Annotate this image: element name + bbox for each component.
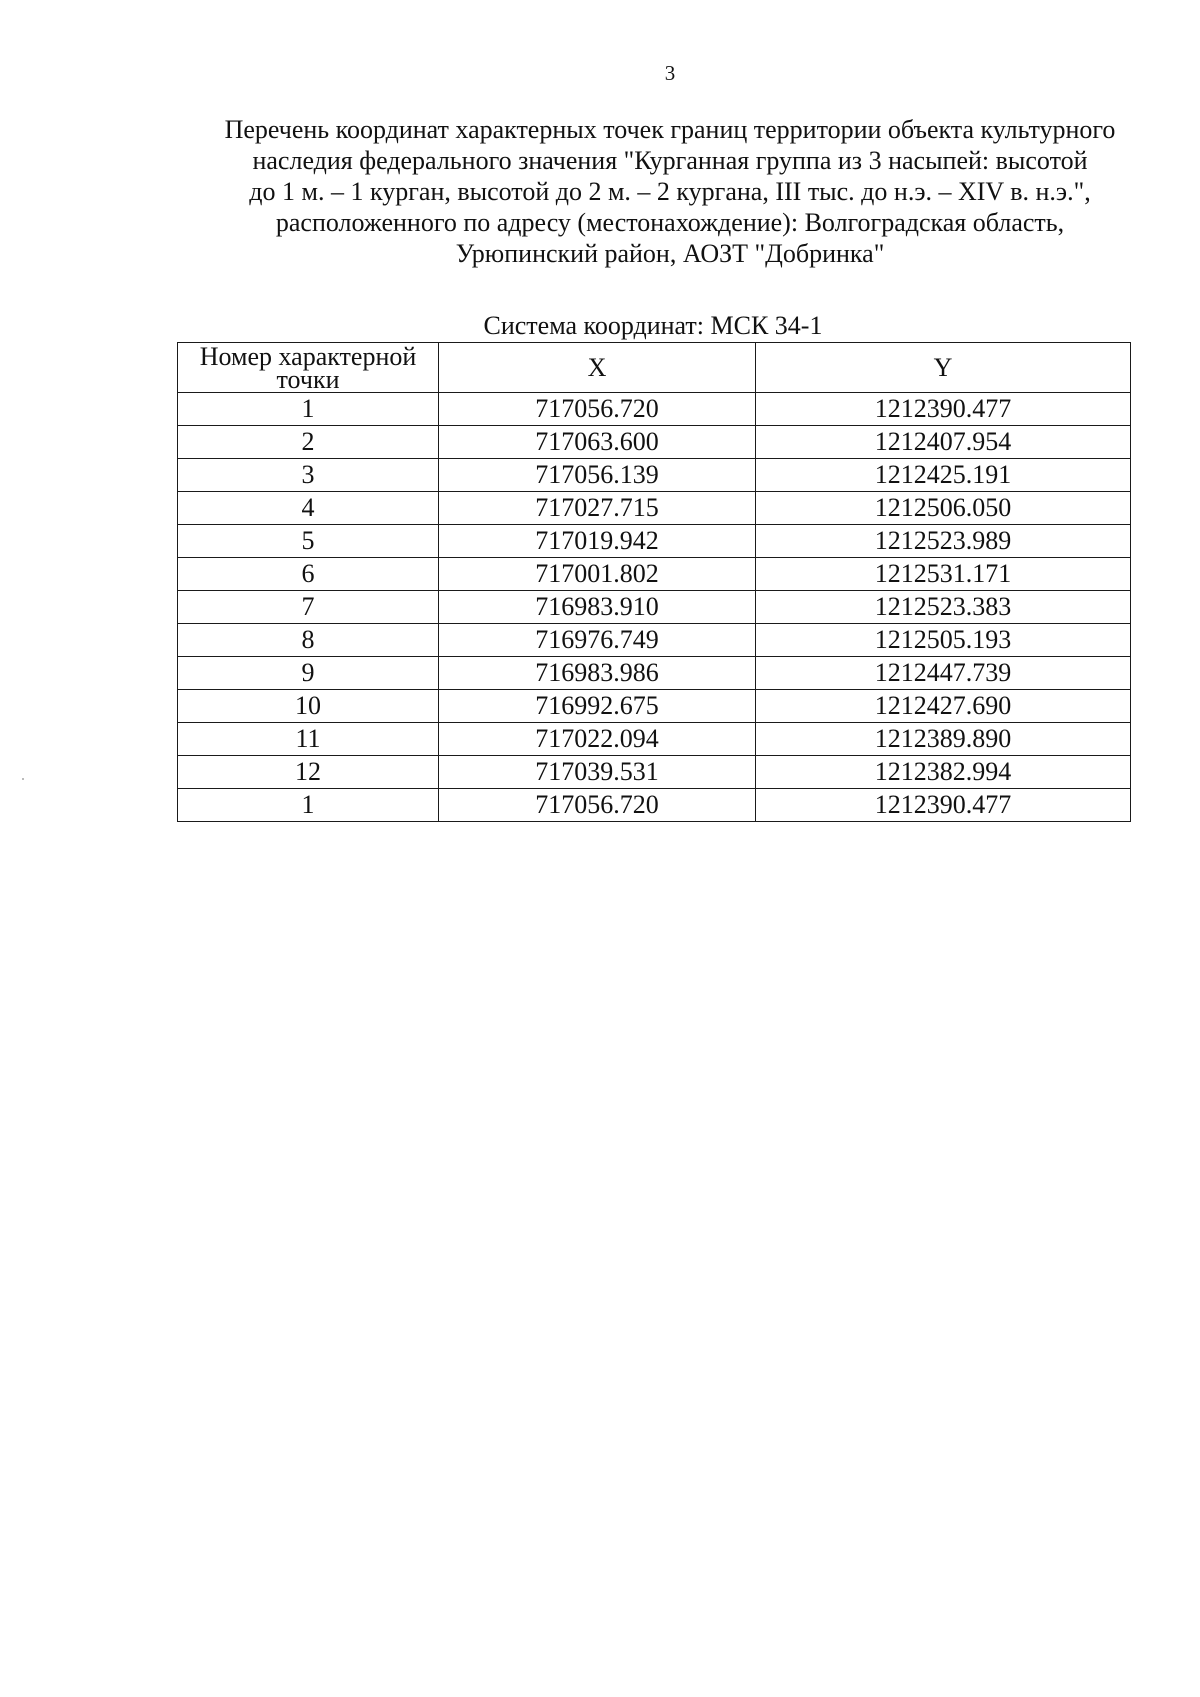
title-line: Перечень координат характерных точек границ территории объекта культурного bbox=[224, 115, 1116, 144]
y-coordinate-cell: 1212505.193 bbox=[756, 624, 1131, 657]
y-coordinate-cell: 1212382.994 bbox=[756, 756, 1131, 789]
y-coordinate-cell: 1212506.050 bbox=[756, 492, 1131, 525]
table-row bbox=[178, 657, 1131, 690]
x-coordinate-cell: 717001.802 bbox=[439, 558, 756, 591]
x-coordinate-cell: 717056.720 bbox=[439, 393, 756, 426]
x-coordinate-cell: 716992.675 bbox=[439, 690, 756, 723]
column-header-x: X bbox=[439, 343, 756, 393]
title-line: до 1 м. – 1 курган, высотой до 2 м. – 2 кургана, III тыс. до н.э. – XIV в. н.э.", bbox=[249, 177, 1091, 206]
table-row bbox=[178, 525, 1131, 558]
x-coordinate-cell: 717022.094 bbox=[439, 723, 756, 756]
point-number-cell: 5 bbox=[178, 525, 439, 558]
coordinates-table bbox=[177, 342, 1131, 822]
table-row bbox=[178, 624, 1131, 657]
point-number-cell: 8 bbox=[178, 624, 439, 657]
table-row bbox=[178, 393, 1131, 426]
x-coordinate-cell: 716976.749 bbox=[439, 624, 756, 657]
table-row bbox=[178, 558, 1131, 591]
page-number: 3 bbox=[664, 61, 676, 85]
x-coordinate-cell: 717063.600 bbox=[439, 426, 756, 459]
point-number-cell: 4 bbox=[178, 492, 439, 525]
point-number-cell: 1 bbox=[178, 789, 439, 822]
table-row bbox=[178, 690, 1131, 723]
table-header-row bbox=[178, 343, 1131, 393]
x-coordinate-cell: 717019.942 bbox=[439, 525, 756, 558]
coordinate-system-caption: Система координат: МСК 34-1 bbox=[483, 311, 823, 340]
point-number-cell: 2 bbox=[178, 426, 439, 459]
point-number-cell: 9 bbox=[178, 657, 439, 690]
point-number-cell: 3 bbox=[178, 459, 439, 492]
column-header-point-number: Номер характерной точки bbox=[178, 343, 439, 393]
title-line: расположенного по адресу (местонахождение): Волгоградская область, bbox=[275, 208, 1065, 237]
point-number-cell: 7 bbox=[178, 591, 439, 624]
x-coordinate-cell: 716983.986 bbox=[439, 657, 756, 690]
y-coordinate-cell: 1212523.989 bbox=[756, 525, 1131, 558]
table-row bbox=[178, 723, 1131, 756]
y-coordinate-cell: 1212425.191 bbox=[756, 459, 1131, 492]
x-coordinate-cell: 717039.531 bbox=[439, 756, 756, 789]
point-number-cell: 1 bbox=[178, 393, 439, 426]
point-number-cell: 11 bbox=[178, 723, 439, 756]
x-coordinate-cell: 717027.715 bbox=[439, 492, 756, 525]
table-row bbox=[178, 591, 1131, 624]
y-coordinate-cell: 1212523.383 bbox=[756, 591, 1131, 624]
table-row bbox=[178, 492, 1131, 525]
x-coordinate-cell: 717056.720 bbox=[439, 789, 756, 822]
title-line: Урюпинский район, АОЗТ "Добринка" bbox=[455, 239, 885, 268]
column-header-y: Y bbox=[756, 343, 1131, 393]
x-coordinate-cell: 716983.910 bbox=[439, 591, 756, 624]
table-row bbox=[178, 756, 1131, 789]
y-coordinate-cell: 1212531.171 bbox=[756, 558, 1131, 591]
table-row bbox=[178, 426, 1131, 459]
document-title bbox=[180, 114, 1160, 269]
table-row bbox=[178, 789, 1131, 822]
y-coordinate-cell: 1212390.477 bbox=[756, 393, 1131, 426]
scan-speck bbox=[22, 778, 24, 780]
x-coordinate-cell: 717056.139 bbox=[439, 459, 756, 492]
point-number-cell: 6 bbox=[178, 558, 439, 591]
y-coordinate-cell: 1212427.690 bbox=[756, 690, 1131, 723]
point-number-cell: 12 bbox=[178, 756, 439, 789]
table-body bbox=[178, 393, 1131, 822]
point-number-cell: 10 bbox=[178, 690, 439, 723]
y-coordinate-cell: 1212407.954 bbox=[756, 426, 1131, 459]
y-coordinate-cell: 1212389.890 bbox=[756, 723, 1131, 756]
y-coordinate-cell: 1212390.477 bbox=[756, 789, 1131, 822]
title-line: наследия федерального значения "Курганная группа из 3 насыпей: высотой bbox=[252, 146, 1088, 175]
table-row bbox=[178, 459, 1131, 492]
y-coordinate-cell: 1212447.739 bbox=[756, 657, 1131, 690]
